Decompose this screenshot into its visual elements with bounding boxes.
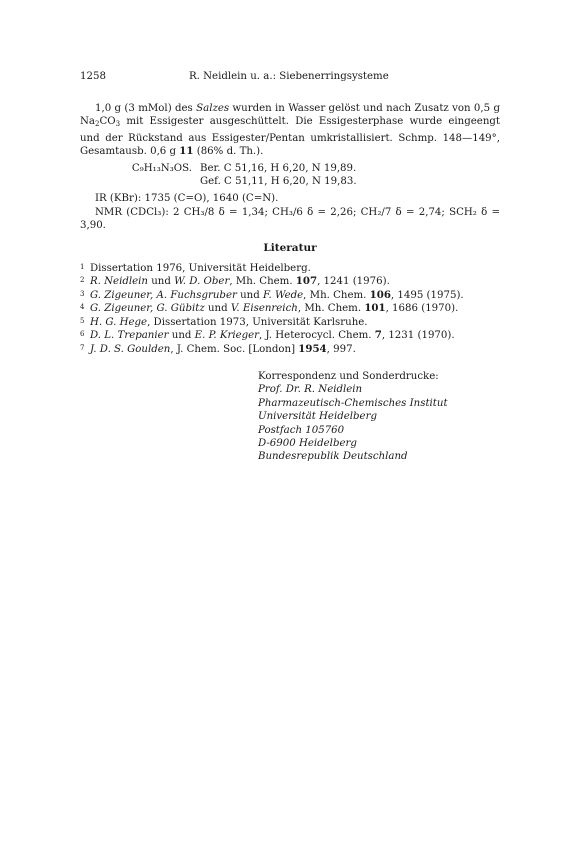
exp-segment: 2 xyxy=(95,120,100,129)
reference-text: , J. Chem. Soc. [London] xyxy=(170,343,299,355)
experimental-paragraph xyxy=(80,102,500,159)
exp-segment: (86% d. Th.). xyxy=(193,146,264,158)
page-header xyxy=(80,70,500,86)
reference-item xyxy=(80,302,500,315)
running-title: R. Neidlein u. a.: Siebenerringsysteme xyxy=(189,71,389,82)
reference-text: D. L. Trepanier xyxy=(90,330,169,342)
reference-text: , 1686 (1970). xyxy=(385,303,459,315)
exp-segment: mit Essigester ausgeschüttelt. Die Essigesterphase wurde eingeengt und der Rückstand aus Essigester/Pentan umkristallisiert. Schmp. 148—149°, Gesamtausb. 0,6 g xyxy=(80,116,500,158)
reference-text: Dissertation 1976, Universität Heidelberg. xyxy=(90,263,311,275)
correspondence-block xyxy=(258,370,448,464)
reference-text: und xyxy=(236,289,263,301)
reference-item xyxy=(80,289,500,302)
reference-text: , 1231 (1970). xyxy=(381,330,455,342)
reference-text: V. Eisenreich xyxy=(230,303,298,315)
reference-number: 7 xyxy=(80,343,85,352)
found-values: Gef. C 51,11, H 6,20, N 19,83. xyxy=(200,176,357,188)
reference-text: und xyxy=(147,276,175,288)
reference-text: , Mh. Chem. xyxy=(229,276,296,288)
molecular-formula: C₉H₁₃N₃OS. xyxy=(131,162,192,174)
reference-text: H. G. Hege xyxy=(90,316,148,328)
reference-number: 5 xyxy=(80,316,85,325)
address-line: Bundesrepublik Deutschland xyxy=(258,451,408,463)
reference-text: 7 xyxy=(374,329,382,342)
reference-list xyxy=(80,262,500,356)
reference-text: R. Neidlein xyxy=(90,276,148,288)
exp-segment: 1,0 g (3 mMol) des xyxy=(95,103,197,114)
exp-segment: wurden in Wasser gelöst und nach Zusatz von 0,5 g Na xyxy=(80,103,500,128)
ir-data: IR (KBr): 1735 (C=O), 1640 (C=N). xyxy=(95,193,279,205)
reference-number: 3 xyxy=(80,289,85,298)
reference-text: , Mh. Chem. xyxy=(297,303,365,315)
page xyxy=(80,70,500,356)
reference-number: 4 xyxy=(80,303,85,312)
reference-item xyxy=(80,275,500,288)
reference-item xyxy=(80,329,500,342)
address-line: Pharmazeutisch-Chemisches Institut xyxy=(258,397,448,409)
nmr-data: NMR (CDCl₃): 2 CH₃/8 δ = 1,34; CH₃/6 δ = 2,26; CH₂/7 δ = 2,74; SCH₂ δ = 3,90. xyxy=(80,206,500,232)
reference-item xyxy=(80,316,500,329)
reference-item xyxy=(80,262,500,275)
reference-text: , Dissertation 1973, Universität Karlsruhe. xyxy=(147,316,368,328)
reference-text: 107 xyxy=(295,275,318,288)
reference-text: 101 xyxy=(364,302,386,315)
reference-text: 106 xyxy=(369,288,391,301)
reference-text: E. P. Krieger xyxy=(194,330,260,342)
reference-number: 6 xyxy=(80,330,85,339)
reference-text: W. D. Ober xyxy=(174,276,230,288)
literature-heading: Literatur xyxy=(263,241,317,254)
exp-segment: CO xyxy=(99,116,116,128)
address-line: Prof. Dr. R. Neidlein xyxy=(258,384,363,396)
reference-text: und xyxy=(168,330,195,342)
reference-number: 2 xyxy=(80,276,85,285)
reference-text: G. Zigeuner, A. Fuchsgruber xyxy=(90,289,237,301)
exp-segment: 11 xyxy=(179,145,194,158)
reference-text: 1954 xyxy=(298,342,327,355)
reference-text: , 1495 (1975). xyxy=(390,289,464,301)
address-line: Postfach 105760 xyxy=(258,424,345,436)
reference-text: G. Zigeuner, G. Gübitz xyxy=(90,303,205,315)
reference-text: , J. Heterocycl. Chem. xyxy=(259,330,375,342)
calculated-values: Ber. C 51,16, H 6,20, N 19,89. xyxy=(200,162,357,174)
reference-text: F. Wede xyxy=(262,289,304,301)
exp-segment: Salzes xyxy=(196,103,230,114)
reference-text: , 1241 (1976). xyxy=(317,276,390,288)
correspondence-label: Korrespondenz und Sonderdrucke: xyxy=(258,371,439,382)
reference-text: , Mh. Chem. xyxy=(303,289,370,301)
reference-text: und xyxy=(204,303,231,315)
page-number: 1258 xyxy=(80,71,106,82)
reference-item xyxy=(80,343,500,356)
reference-number: 1 xyxy=(80,263,85,272)
address-line: D-6900 Heidelberg xyxy=(258,438,357,450)
reference-text: , 997. xyxy=(326,343,356,355)
elemental-analysis xyxy=(80,162,500,189)
reference-text: J. D. S. Goulden xyxy=(90,343,171,355)
address-line: Universität Heidelberg xyxy=(258,411,377,423)
exp-segment: 3 xyxy=(115,120,121,129)
